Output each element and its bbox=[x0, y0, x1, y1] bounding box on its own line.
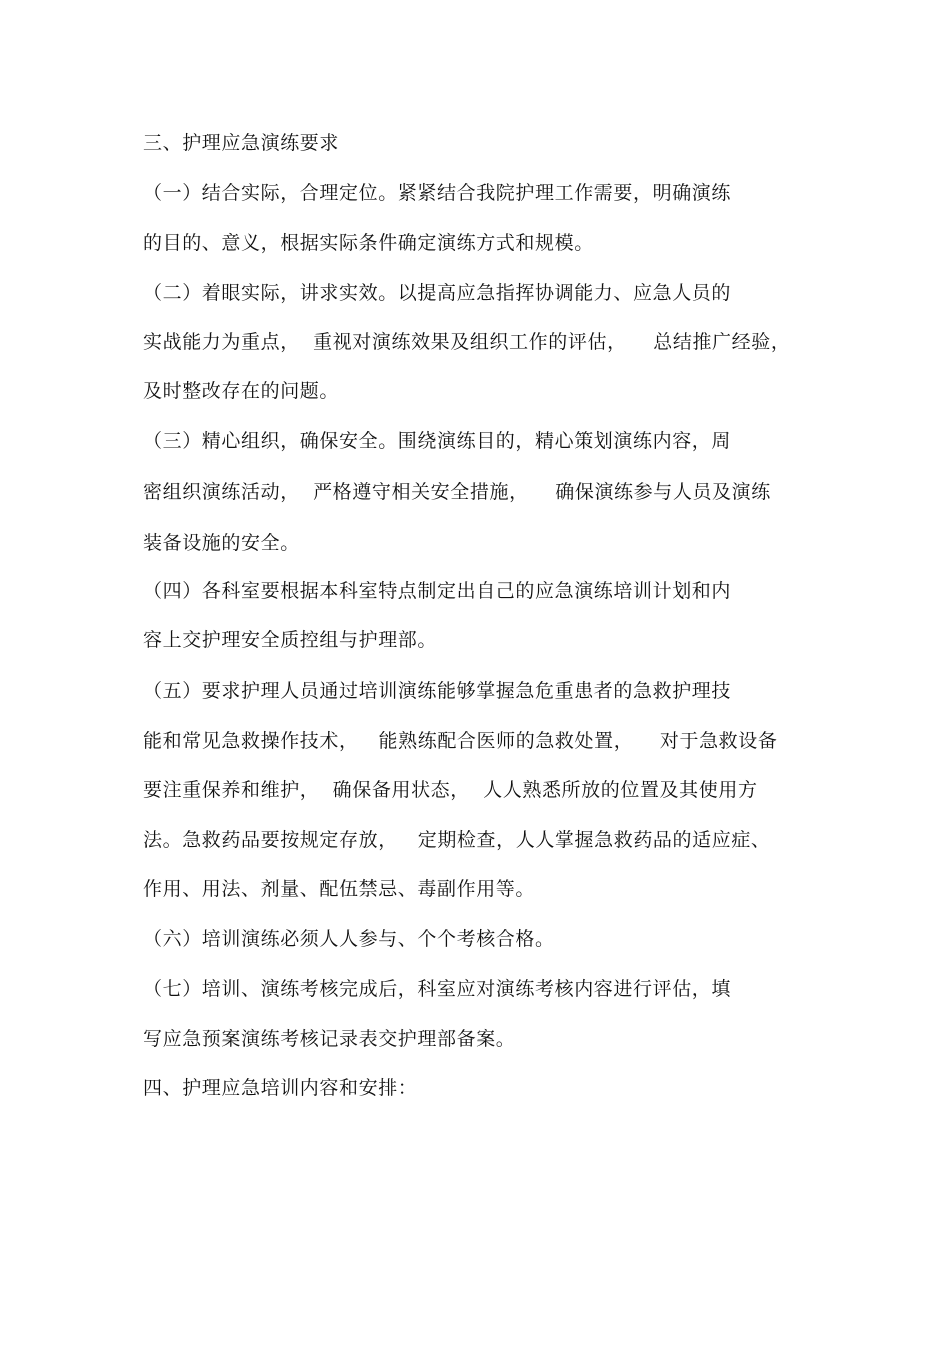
paragraph-line: 及时整改存在的问题。 bbox=[143, 380, 340, 402]
paragraph-line: 法。急救药品要按规定存放， 定期检查，人人掌握急救药品的适应症、 bbox=[143, 829, 771, 851]
section-heading-4: 四、护理应急培训内容和安排： bbox=[143, 1077, 418, 1099]
paragraph-line: （三）精心组织，确保安全。围绕演练目的，精心策划演练内容，周 bbox=[143, 430, 732, 452]
paragraph-line: （七）培训、演练考核完成后，科室应对演练考核内容进行评估，填 bbox=[143, 978, 732, 1000]
paragraph-line: （四）各科室要根据本科室特点制定出自己的应急演练培训计划和内 bbox=[143, 580, 732, 602]
paragraph-line: 的目的、意义，根据实际条件确定演练方式和规模。 bbox=[143, 232, 594, 254]
paragraph-line: 写应急预案演练考核记录表交护理部备案。 bbox=[143, 1028, 516, 1050]
paragraph-line: （一）结合实际，合理定位。紧紧结合我院护理工作需要，明确演练 bbox=[143, 182, 732, 204]
paragraph-line: （五）要求护理人员通过培训演练能够掌握急危重患者的急救护理技 bbox=[143, 680, 732, 702]
paragraph-line: （二）着眼实际，讲求实效。以提高应急指挥协调能力、应急人员的 bbox=[143, 282, 732, 304]
section-heading-3: 三、护理应急演练要求 bbox=[143, 132, 340, 154]
paragraph-line: （六）培训演练必须人人参与、个个考核合格。 bbox=[143, 928, 555, 950]
paragraph-line: 要注重保养和维护， 确保备用状态， 人人熟悉所放的位置及其使用方 bbox=[143, 779, 758, 801]
paragraph-line: 实战能力为重点， 重视对演练效果及组织工作的评估， 总结推广经验， bbox=[143, 331, 791, 353]
paragraph-line: 作用、用法、剂量、配伍禁忌、毒副作用等。 bbox=[143, 878, 536, 900]
paragraph-line: 能和常见急救操作技术， 能熟练配合医师的急救处置， 对于急救设备 bbox=[143, 730, 778, 752]
paragraph-line: 装备设施的安全。 bbox=[143, 532, 300, 554]
paragraph-line: 容上交护理安全质控组与护理部。 bbox=[143, 629, 438, 651]
paragraph-line: 密组织演练活动， 严格遵守相关安全措施， 确保演练参与人员及演练 bbox=[143, 481, 771, 503]
